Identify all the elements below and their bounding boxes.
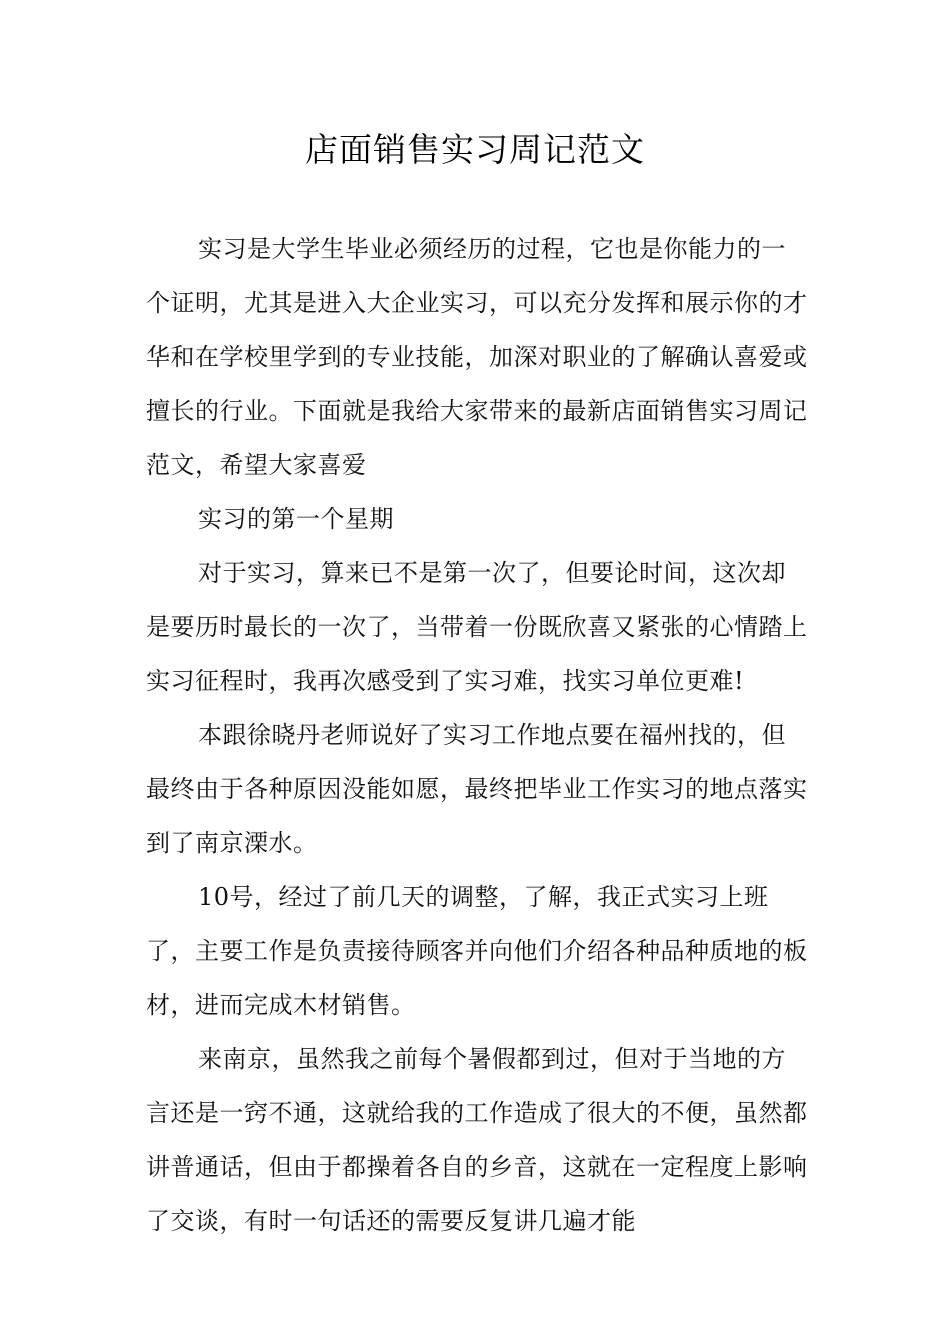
document-body: [146, 222, 808, 1248]
paragraph-dialect: 来南京，虽然我之前每个暑假都到过，但对于当地的方言还是一窍不通，这就给我的工作造成了很大的不便，虽然都讲普通话，但由于都操着各自的乡音，这就在一定程度上影响了交谈，有时一句话还的需要反复讲几遍才能: [146, 1045, 808, 1235]
paragraph-intro: 实习是大学生毕业必须经历的过程，它也是你能力的一个证明，尤其是进入大企业实习，可以充分发挥和展示你的才华和在学校里学到的专业技能，加深对职业的了解确认喜爱或擅长的行业。下面就是我给大家带来的最新店面销售实习周记范文，希望大家喜爱: [146, 235, 808, 479]
paragraph-work-start: 10号，经过了前几天的调整，了解，我正式实习上班了，主要工作是负责接待顾客并向他们介绍各种品种质地的板材，进而完成木材销售。: [146, 883, 808, 1019]
document-title: 店面销售实习周记范文: [305, 130, 645, 169]
section-heading-week-one: 实习的第一个星期: [198, 505, 394, 533]
paragraph-internship-experience: 对于实习，算来已不是第一次了，但要论时间，这次却是要历时最长的一次了，当带着一份既欣喜又紧张的心情踏上实习征程时，我再次感受到了实习难，找实习单位更难!: [146, 559, 808, 695]
paragraph-location: 本跟徐晓丹老师说好了实习工作地点要在福州找的，但最终由于各种原因没能如愿，最终把毕业工作实习的地点落实到了南京溧水。: [146, 721, 808, 857]
